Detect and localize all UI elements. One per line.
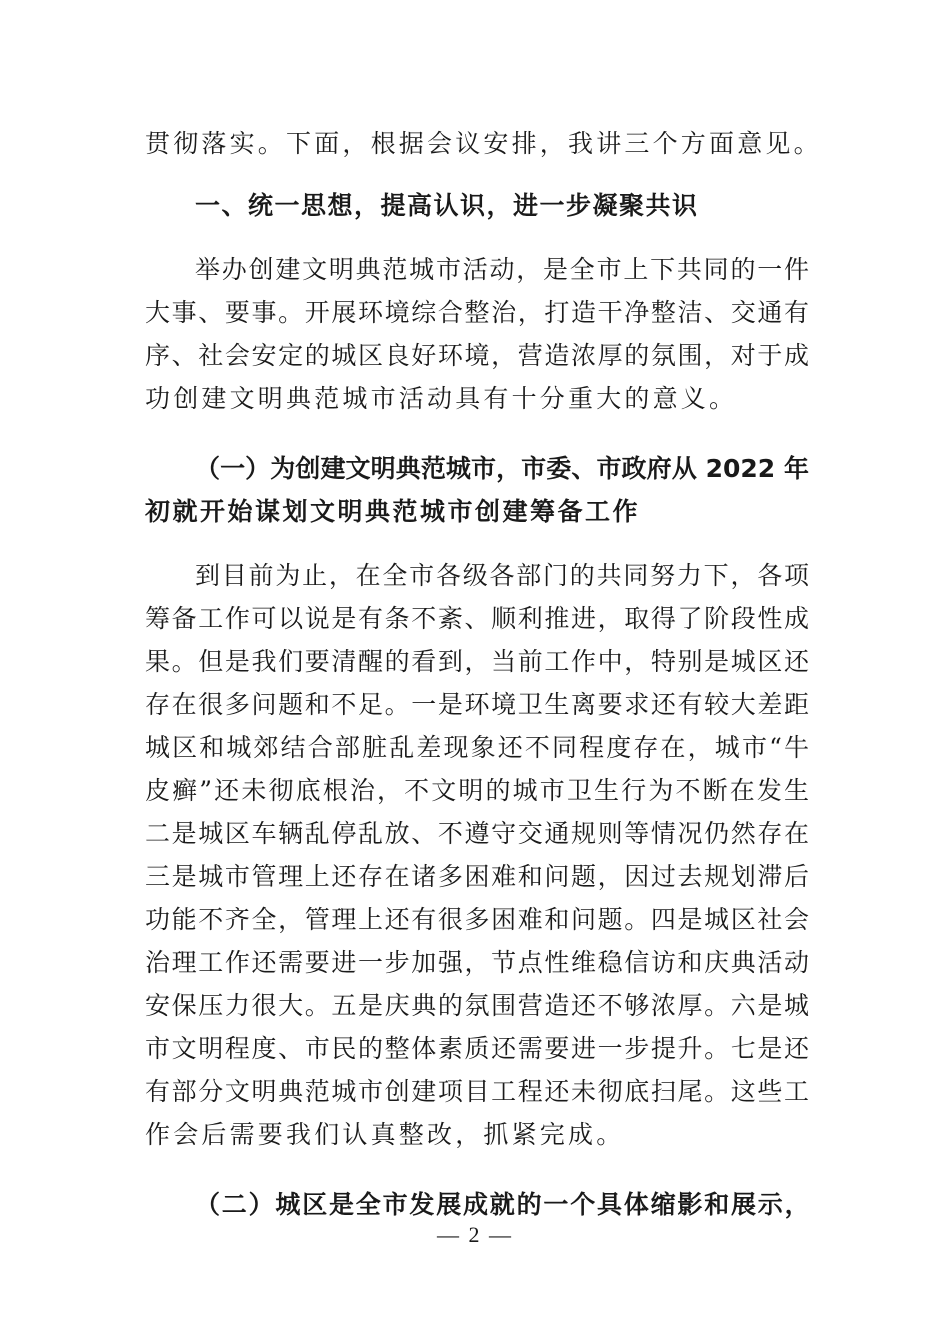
text-line: 举办创建文明典范城市活动，是全市上下共同的一件: [195, 255, 809, 284]
page-number: — 2 —: [437, 1222, 513, 1247]
section-heading: 一、统一思想，提高认识，进一步凝聚共识: [195, 191, 699, 220]
subsection-heading: （一）为创建文明典范城市，市委、市政府从 2022 年: [195, 454, 809, 483]
text-line: 治理工作还需要进一步加强，节点性维稳信访和庆典活动: [145, 948, 809, 977]
text-line: 到目前为止，在全市各级各部门的共同努力下，各项: [195, 561, 809, 590]
text-line: 有部分文明典范城市创建项目工程还未彻底扫尾。这些工: [145, 1077, 809, 1106]
text-line: 贯彻落实。下面，根据会议安排，我讲三个方面意见。: [145, 129, 822, 158]
text-line: 大事、要事。开展环境综合整治，打造干净整洁、交通有: [145, 298, 809, 327]
text-line: 功创建文明典范城市活动具有十分重大的意义。: [145, 384, 738, 413]
text-line: 城区和城郊结合部脏乱差现象还不同程度存在，城市“牛: [145, 733, 809, 762]
subsection-heading-continued: 初就开始谋划文明典范城市创建筹备工作: [145, 497, 641, 526]
text-line: 二是城区车辆乱停乱放、不遵守交通规则等情况仍然存在: [145, 819, 809, 848]
subsection-heading: （二）城区是全市发展成就的一个具体缩影和展示，: [195, 1190, 812, 1219]
text-line: 存在很多问题和不足。一是环境卫生离要求还有较大差距: [145, 690, 809, 719]
text-line: 市文明程度、市民的整体素质还需要进一步提升。七是还: [145, 1034, 809, 1063]
text-line: 序、社会安定的城区良好环境，营造浓厚的氛围，对于成: [145, 341, 809, 370]
text-line: 筹备工作可以说是有条不紊、顺利推进，取得了阶段性成: [145, 604, 809, 633]
text-line: 皮癣”还未彻底根治，不文明的城市卫生行为不断在发生: [145, 776, 809, 805]
text-line: 安保压力很大。五是庆典的氛围营造还不够浓厚。六是城: [145, 991, 809, 1020]
text-line: 果。但是我们要清醒的看到，当前工作中，特别是城区还: [145, 647, 809, 676]
text-line: 功能不齐全，管理上还有很多困难和问题。四是城区社会: [145, 905, 809, 934]
text-line: 三是城市管理上还存在诸多困难和问题，因过去规划滞后: [145, 862, 809, 891]
text-line: 作会后需要我们认真整改，抓紧完成。: [145, 1120, 625, 1149]
